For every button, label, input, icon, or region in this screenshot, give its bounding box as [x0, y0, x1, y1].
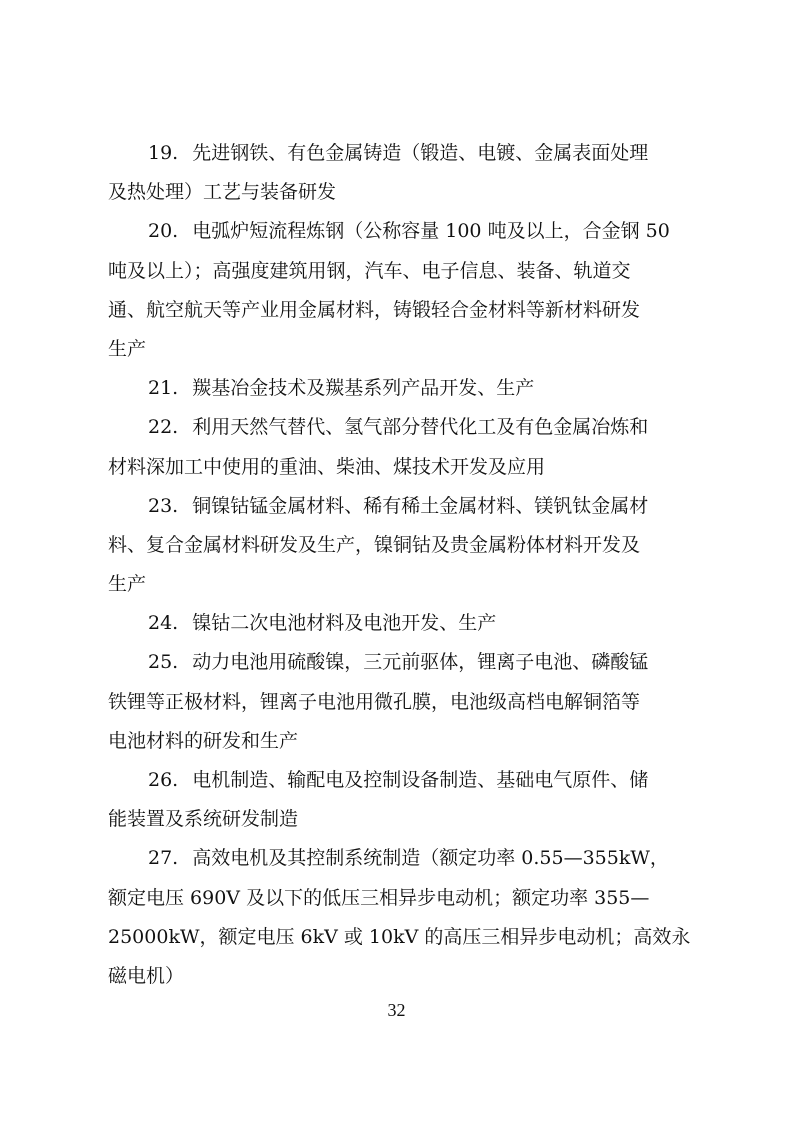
- paragraph-line: [108, 604, 690, 643]
- item-text: 及热处理）工艺与装备研发: [108, 181, 337, 204]
- item-number: 19.: [148, 142, 179, 164]
- item-number: 22.: [148, 416, 179, 439]
- paragraph-line: [108, 330, 690, 369]
- item-number: 20.: [148, 220, 179, 243]
- paragraph-line: [108, 252, 690, 291]
- paragraph-line: [108, 448, 690, 487]
- item-text: 额定电压 690V 及以下的低压三相异步电动机；额定功率 355—: [108, 886, 650, 909]
- paragraph-line: [108, 839, 690, 878]
- item-text: 镍钴二次电池材料及电池开发、生产: [192, 612, 497, 635]
- item-number: 24.: [148, 612, 179, 635]
- paragraph-line: [108, 408, 690, 447]
- item-text: 能装置及系统研发制造: [108, 808, 299, 831]
- item-text: 电池材料的研发和生产: [108, 729, 299, 752]
- item-text: 铁锂等正极材料，锂离子电池用微孔膜，电池级高档电解铜箔等: [108, 690, 641, 713]
- page-number: 32: [387, 1000, 406, 1020]
- document-body: [108, 134, 690, 996]
- paragraph-line: [108, 957, 690, 996]
- paragraph-line: [108, 487, 690, 526]
- item-text: 动力电池用硫酸镍，三元前驱体，锂离子电池、磷酸锰: [192, 651, 649, 674]
- item-text: 电机制造、输配电及控制设备制造、基础电气原件、储: [192, 769, 649, 791]
- item-text: 25000kW，额定电压 6kV 或 10kV 的高压三相异步电动机；高效永: [108, 925, 691, 948]
- paragraph-line: [108, 291, 690, 330]
- item-text: 料、复合金属材料研发及生产，镍铜钴及贵金属粉体材料开发及: [108, 533, 641, 556]
- item-number: 26.: [148, 769, 179, 791]
- item-text: 通、航空航天等产业用金属材料，铸锻轻合金材料等新材料研发: [108, 298, 641, 321]
- paragraph-line: [108, 918, 690, 957]
- paragraph-line: [108, 761, 690, 800]
- item-text: 生产: [108, 573, 147, 596]
- paragraph-line: [108, 565, 690, 604]
- item-text: 吨及以上）；高强度建筑用钢，汽车、电子信息、装备、轨道交: [108, 259, 631, 282]
- item-text: 材料深加工中使用的重油、柴油、煤技术开发及应用: [108, 455, 546, 478]
- item-text: 利用天然气替代、氢气部分替代化工及有色金属冶炼和: [192, 416, 649, 439]
- paragraph-line: [108, 722, 690, 761]
- paragraph-line: [108, 369, 690, 408]
- paragraph-line: [108, 683, 690, 722]
- paragraph-line: [108, 879, 690, 918]
- paragraph-line: [108, 643, 690, 682]
- paragraph-line: [108, 173, 690, 212]
- item-text: 铜镍钴锰金属材料、稀有稀土金属材料、镁钒钛金属材: [192, 494, 649, 517]
- item-number: 27.: [148, 847, 179, 870]
- item-text: 电弧炉短流程炼钢（公称容量 100 吨及以上，合金钢 50: [192, 220, 670, 243]
- item-number: 23.: [148, 494, 179, 517]
- item-text: 生产: [108, 337, 147, 360]
- item-text: 羰基冶金技术及羰基系列产品开发、生产: [192, 377, 535, 400]
- paragraph-line: [108, 134, 690, 173]
- item-number: 21.: [148, 377, 179, 400]
- item-text: 磁电机）: [108, 964, 185, 987]
- paragraph-line: [108, 526, 690, 565]
- paragraph-line: [108, 212, 690, 251]
- item-text: 高效电机及其控制系统制造（额定功率 0.55—355kW，: [192, 847, 669, 870]
- item-number: 25.: [148, 651, 179, 674]
- item-text: 先进钢铁、有色金属铸造（锻造、电镀、金属表面处理: [192, 142, 649, 164]
- paragraph-line: [108, 800, 690, 839]
